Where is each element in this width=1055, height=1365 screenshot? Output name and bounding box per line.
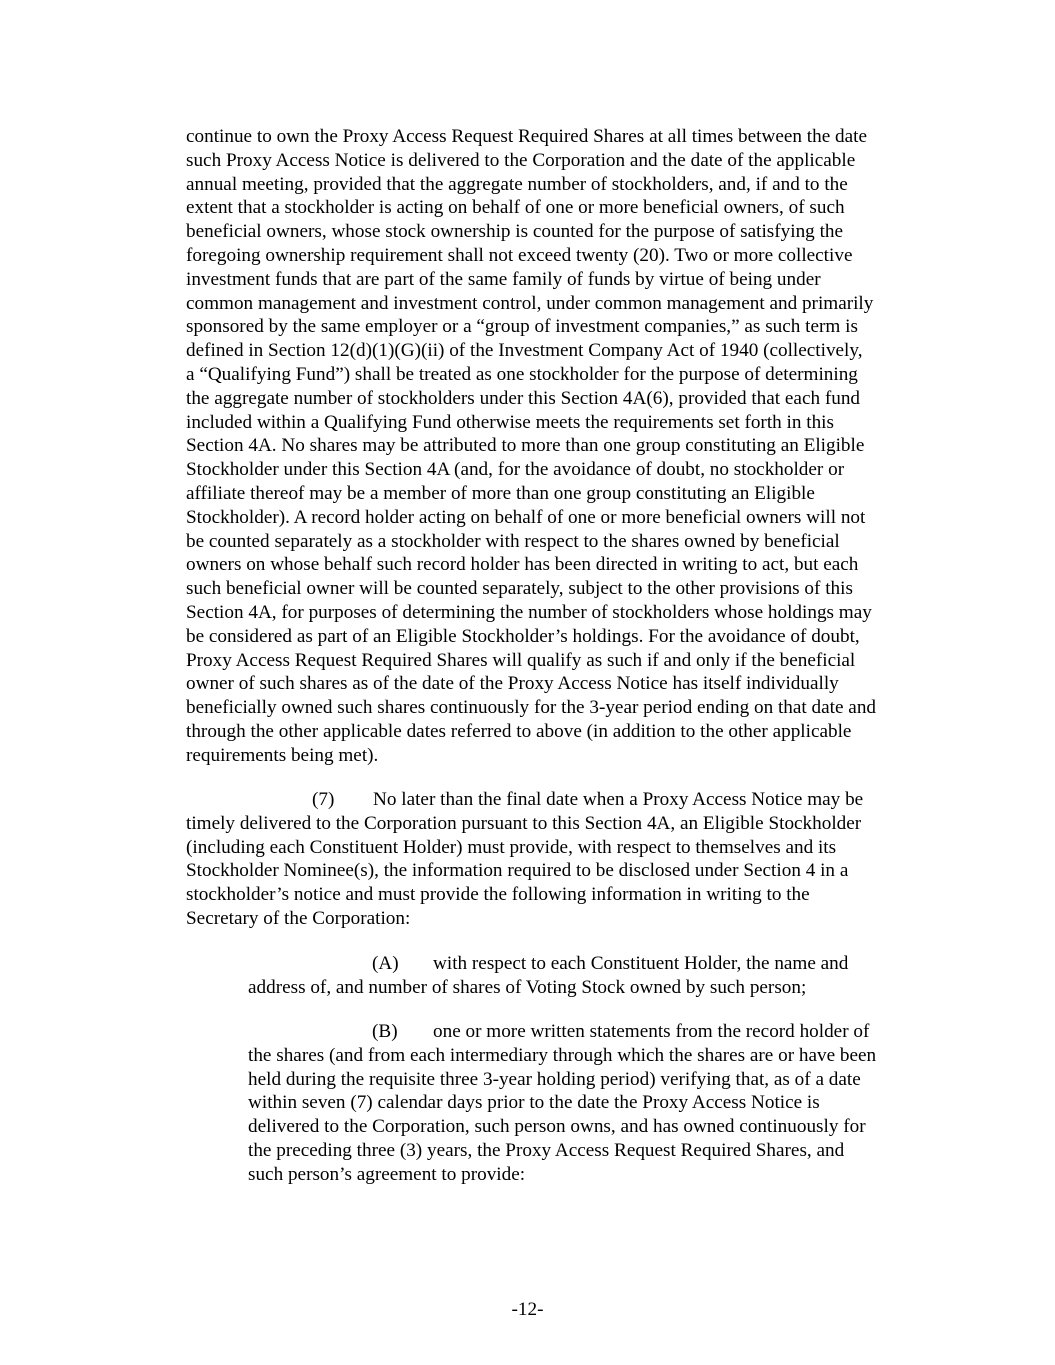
text-line: Stockholder). A record holder acting on behalf of one or more beneficial owners will not: [186, 506, 866, 528]
item-number: (B): [372, 1021, 398, 1042]
text-line: affiliate thereof may be a member of more than one group constituting an Eligible: [186, 482, 815, 504]
text-line: common management and investment control, under common management and primarily: [186, 292, 874, 314]
text-line: a “Qualifying Fund”) shall be treated as one stockholder for the purpose of determining: [186, 363, 858, 385]
text-line: foregoing ownership requirement shall not exceed twenty (20). Two or more collective: [186, 244, 853, 266]
text-line: Proxy Access Request Required Shares will qualify as such if and only if the beneficial: [186, 649, 856, 671]
page-number: -12-: [511, 1299, 544, 1320]
text-line: held during the requisite three 3-year holding period) verifying that, as of a date: [248, 1068, 861, 1090]
text-line: within seven (7) calendar days prior to the date the Proxy Access Notice is: [248, 1092, 820, 1114]
text-line: [248, 1020, 876, 1044]
item-number: (7): [312, 789, 335, 810]
text-line: [248, 952, 848, 976]
text-line: such person’s agreement to provide:: [248, 1163, 526, 1185]
text-line: owner of such shares as of the date of the Proxy Access Notice has itself individually: [186, 673, 839, 695]
item-number: (A): [372, 953, 399, 974]
text-line: annual meeting, provided that the aggregate number of stockholders, and, if and to the: [186, 173, 848, 195]
text-line: investment funds that are part of the same family of funds by virtue of being under: [186, 268, 821, 290]
text-line: the shares (and from each intermediary through which the shares are or have been: [248, 1044, 877, 1066]
text-line: beneficial owners, whose stock ownership is counted for the purpose of satisfying the: [186, 221, 844, 243]
text-line: defined in Section 12(d)(1)(G)(ii) of the Investment Company Act of 1940 (collectively,: [186, 340, 863, 362]
text-line: timely delivered to the Corporation pursuant to this Section 4A, an Eligible Stockholder: [186, 812, 862, 834]
text-line: Section 4A. No shares may be attributed to more than one group constituting an Eligible: [186, 435, 865, 457]
text-line: included within a Qualifying Fund otherwise meets the requirements set forth in this: [186, 411, 834, 433]
paragraph-item-a: [248, 952, 848, 1000]
text-line: such beneficial owner will be counted separately, subject to the other provisions of this: [186, 578, 853, 600]
text-line: through the other applicable dates referred to above (in addition to the other applicable: [186, 720, 852, 742]
text-line: such Proxy Access Notice is delivered to the Corporation and the date of the applicable: [186, 149, 856, 171]
text-line: be considered as part of an Eligible Stockholder’s holdings. For the avoidance of doubt,: [186, 625, 860, 647]
paragraph-continuation: [186, 125, 876, 768]
text-line: continue to own the Proxy Access Request Required Shares at all times between the date: [186, 126, 867, 147]
item-first-line: with respect to each Constituent Holder, the name and: [433, 953, 849, 974]
text-line: Section 4A, for purposes of determining the number of stockholders whose holdings may: [186, 601, 872, 623]
text-line: owners on whose behalf such record holder has been directed in writing to act, but each: [186, 554, 859, 576]
text-line: delivered to the Corporation, such person owns, and has owned continuously for: [248, 1116, 866, 1138]
text-line: be counted separately as a stockholder with respect to the shares owned by beneficial: [186, 530, 840, 552]
paragraph-item-b: [248, 1020, 876, 1187]
text-line: sponsored by the same employer or a “group of investment companies,” as such term is: [186, 316, 858, 338]
text-line: beneficially owned such shares continuously for the 3-year period ending on that date and: [186, 697, 877, 719]
text-line: Stockholder Nominee(s), the information required to be disclosed under Section 4 in a: [186, 860, 849, 882]
text-line: the aggregate number of stockholders under this Section 4A(6), provided that each fund: [186, 387, 861, 409]
text-line: extent that a stockholder is acting on behalf of one or more beneficial owners, of such: [186, 197, 845, 219]
text-line: address of, and number of shares of Voting Stock owned by such person;: [248, 976, 807, 998]
paragraph-item-7: [186, 788, 863, 931]
text-line: Secretary of the Corporation:: [186, 907, 411, 929]
text-line: [186, 788, 863, 812]
text-line: stockholder’s notice and must provide the following information in writing to the: [186, 884, 810, 906]
text-line: Stockholder under this Section 4A (and, for the avoidance of doubt, no stockholder or: [186, 459, 845, 481]
text-line: the preceding three (3) years, the Proxy Access Request Required Shares, and: [248, 1139, 845, 1161]
item-first-line: No later than the final date when a Proxy Access Notice may be: [373, 789, 864, 810]
item-first-line: one or more written statements from the record holder of: [433, 1021, 870, 1042]
text-line: requirements being met).: [186, 744, 379, 766]
text-line: (including each Constituent Holder) must provide, with respect to themselves and its: [186, 836, 837, 858]
